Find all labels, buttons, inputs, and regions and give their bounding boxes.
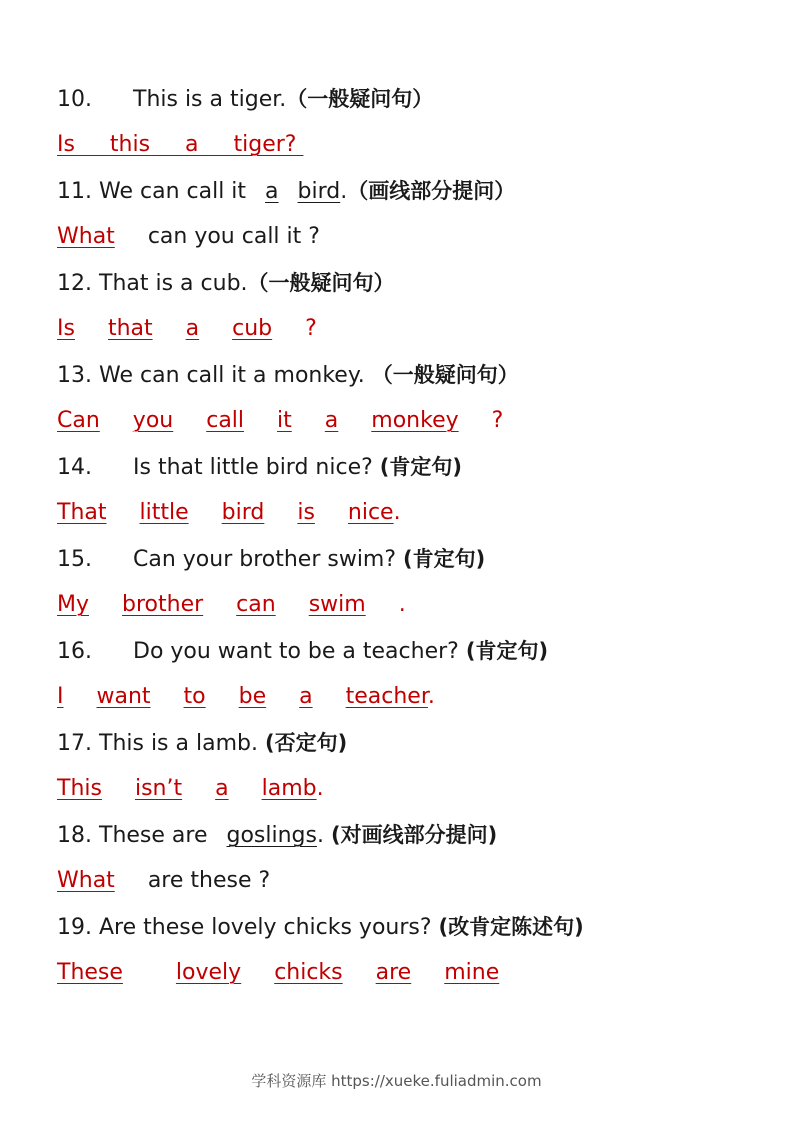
- question-18: 18. These are goslings. (对画线部分提问): [57, 823, 498, 848]
- question-instruction: （画线部分提问）: [347, 179, 516, 203]
- underlined-word: a: [265, 179, 279, 204]
- question-instruction: (对画线部分提问): [330, 823, 498, 847]
- answer-word: lovely: [175, 960, 242, 985]
- question-number: 14.: [57, 455, 92, 480]
- question-text: Are these lovely chicks yours?: [99, 915, 432, 940]
- question-text: That is a cub.: [99, 271, 248, 296]
- answer-17: [57, 774, 773, 820]
- answer-word: bird: [221, 500, 265, 525]
- answer-15: [57, 590, 773, 636]
- question-text: Can your brother swim?: [133, 547, 397, 572]
- answer-rest: can you call it ?: [147, 224, 320, 249]
- question-number: 12.: [57, 271, 92, 296]
- question-instruction: (肯定句): [465, 639, 549, 663]
- question-number: 15.: [57, 547, 92, 572]
- question-text: This is a tiger.: [133, 87, 287, 112]
- question-text: We can call it: [99, 179, 247, 204]
- question-16: [57, 636, 773, 682]
- question-text: We can call it a monkey.: [99, 363, 365, 388]
- answer-word: a: [299, 684, 313, 709]
- question-text: Is that little bird nice?: [133, 455, 373, 480]
- answer-word: lamb: [261, 776, 317, 801]
- question-instruction: （一般疑问句）: [371, 363, 519, 387]
- answer-word: is: [297, 500, 315, 525]
- question-number: 11.: [57, 179, 92, 204]
- question-14: [57, 452, 773, 498]
- answer-rest: are these ?: [147, 868, 271, 893]
- answer-word: What: [57, 224, 115, 249]
- footer-watermark: 学科资源库 https://xueke.fuliadmin.com: [251, 1072, 542, 1090]
- question-number: 19.: [57, 915, 92, 940]
- question-13: [57, 360, 773, 406]
- answer-14: [57, 498, 773, 544]
- question-11: 11. We can call it a bird.（画线部分提问）: [57, 179, 516, 204]
- answer-word: monkey: [371, 408, 459, 433]
- question-instruction: （一般疑问句）: [286, 87, 434, 111]
- answer-punct: ?: [305, 316, 317, 341]
- question-instruction: (否定句): [264, 731, 348, 755]
- underlined-word: bird: [297, 179, 341, 204]
- answer-word: it: [277, 408, 292, 433]
- answer-12: [57, 314, 773, 360]
- answer-word: little: [139, 500, 189, 525]
- answer-word: nice: [347, 500, 394, 525]
- question-number: 13.: [57, 363, 92, 388]
- answer-19: [57, 958, 773, 1004]
- answer-word: brother: [122, 592, 204, 617]
- question-number: 18.: [57, 823, 92, 848]
- question-instruction: (肯定句): [379, 455, 462, 479]
- answer-punct: .: [316, 776, 324, 801]
- answer-word: isn’t: [134, 776, 183, 801]
- answer-11: [57, 222, 773, 268]
- question-number: 17.: [57, 731, 92, 756]
- question-number: 16.: [57, 639, 92, 664]
- answer-18: [57, 866, 773, 912]
- answer-word: a: [185, 316, 200, 341]
- answer-word: can: [236, 592, 276, 617]
- question-10: [57, 84, 773, 130]
- answer-word: you: [132, 408, 174, 433]
- answer-word: a: [215, 776, 229, 801]
- answer-word: Can: [57, 408, 100, 433]
- question-instruction: （一般疑问句）: [247, 271, 395, 295]
- answer-punct: ?: [491, 408, 504, 433]
- answer-punct: .: [393, 500, 401, 525]
- answer-word: call: [206, 408, 245, 433]
- answer-word: This: [57, 776, 102, 801]
- answer-word: mine: [444, 960, 500, 985]
- question-19: [57, 912, 773, 958]
- answer-word: want: [96, 684, 151, 709]
- answer-word: cub: [232, 316, 273, 341]
- answer-word: a: [324, 408, 339, 433]
- question-instruction: (肯定句): [403, 547, 486, 571]
- answer-word: What: [57, 868, 115, 893]
- question-15: [57, 544, 773, 590]
- question-12: [57, 268, 773, 314]
- question-17: [57, 728, 773, 774]
- answer-word: These: [57, 960, 123, 985]
- answer-word: My: [57, 592, 90, 617]
- answer-word: chicks: [274, 960, 343, 985]
- answer-word: are: [375, 960, 412, 985]
- answer-10: [57, 130, 773, 176]
- answer-16: [57, 682, 773, 728]
- answer-blank: Is this a tiger?: [57, 132, 297, 157]
- answer-punct: .: [398, 592, 406, 617]
- question-text: Do you want to be a teacher?: [133, 639, 459, 664]
- answer-punct: .: [427, 684, 435, 709]
- answer-word: that: [107, 316, 153, 341]
- underlined-word: goslings: [226, 823, 317, 848]
- question-text: This is a lamb.: [99, 731, 258, 756]
- answer-word: That: [57, 500, 107, 525]
- answer-word: be: [238, 684, 267, 709]
- question-instruction: (改肯定陈述句): [438, 915, 584, 939]
- answer-13: [57, 406, 773, 452]
- answer-word: to: [183, 684, 206, 709]
- question-number: 10.: [57, 87, 92, 112]
- answer-word: swim: [308, 592, 366, 617]
- question-text: These are: [99, 823, 208, 848]
- answer-word: Is: [57, 316, 75, 341]
- answer-word: teacher: [345, 684, 428, 709]
- answer-word: I: [57, 684, 64, 709]
